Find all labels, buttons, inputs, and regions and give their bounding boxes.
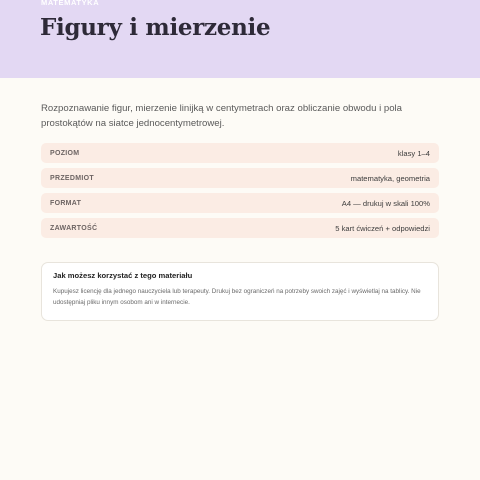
meta-row-level [41, 143, 439, 163]
meta-value: 5 kart ćwiczeń + odpowiedzi [335, 223, 430, 233]
meta-list [41, 143, 439, 243]
meta-value: klasy 1–4 [397, 148, 430, 158]
license-card [41, 262, 439, 321]
meta-row-format [41, 193, 439, 213]
license-title: Jak możesz korzystać z tego materiału [53, 271, 193, 280]
meta-row-contents [41, 218, 439, 238]
subject-eyebrow: MATEMATYKA [41, 0, 100, 7]
meta-key: PRZEDMIOT [50, 174, 94, 182]
header-banner [0, 0, 480, 78]
description: Rozpoznawanie figur, mierzenie linijką w centymetrach oraz obliczanie obwodu i pola prostokątów na siatce jednocentymetrowej. [41, 103, 403, 129]
meta-value: A4 — drukuj w skali 100% [341, 198, 430, 208]
license-text: Kupujesz licencję dla jednego nauczyciela lub terapeuty. Drukuj bez ograniczeń na potrzeby swoich zajęć i wyświetlaj na tablicy. Nie udostępniaj pliku innym osobom ani w internecie. [53, 288, 421, 306]
meta-row-subject [41, 168, 439, 188]
meta-value: matematyka, geometria [350, 173, 430, 183]
meta-key: FORMAT [50, 199, 82, 207]
meta-key: POZIOM [50, 149, 80, 157]
meta-key: ZAWARTOŚĆ [50, 224, 98, 232]
page-title: Figury i mierzenie [40, 14, 271, 41]
